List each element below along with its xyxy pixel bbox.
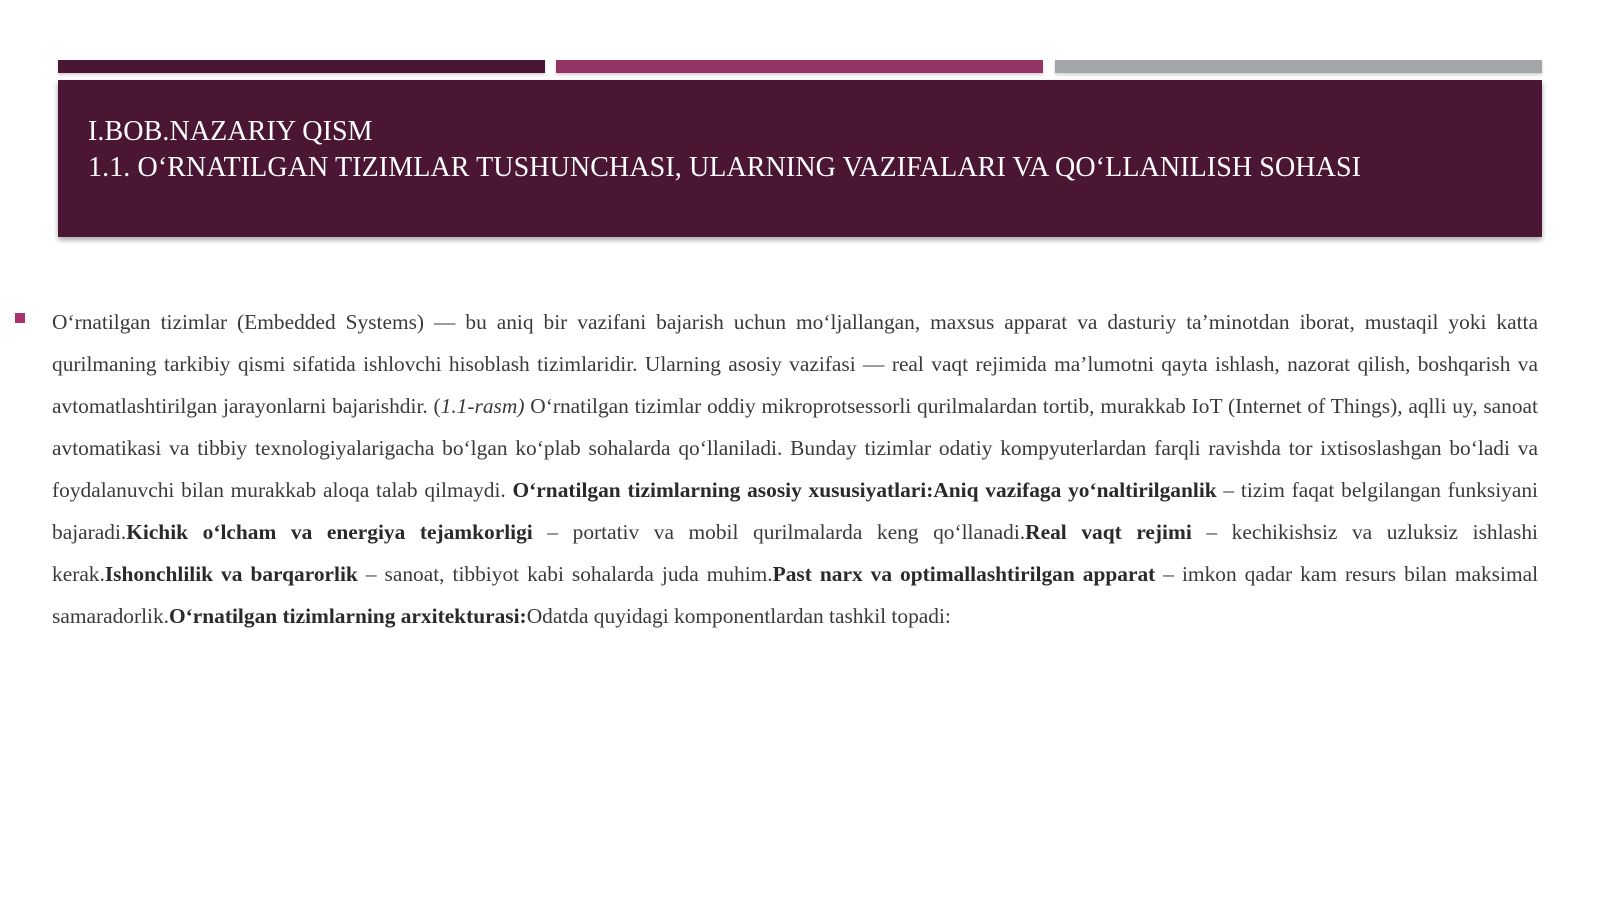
title-banner	[58, 80, 1542, 237]
bold-term: O‘rnatilgan tizimlarning arxitekturasi:	[169, 604, 527, 628]
accent-bar-gray	[1055, 60, 1542, 73]
chapter-heading: I.BOB.NAZARIY QISM	[88, 116, 373, 147]
text-segment: – imkon qadar kam resurs bilan maksimal samaradorlik.	[52, 562, 1539, 628]
text-segment: O‘rnatilgan tizimlar oddiy mikroprotsessorli qurilmalardan tortib, murakkab IoT (Internet of Things), aqlli uy, sanoat avtomatikasi va tibbiy texnologiyalarigacha bo‘lgan ko‘plab sohalarda qo‘llaniladi. Bunday tizimlar odatiy kompyuterlardan farqli ravishda tor ixtisoslashgan bo‘ladi va foydalanuvchi bilan murakkab aloqa talab qilmaydi.	[52, 394, 1538, 502]
text-segment: – sanoat, tibbiyot kabi sohalarda juda muhim.	[357, 562, 773, 586]
slide-title	[88, 114, 1522, 186]
text-segment: Odatda quyidagi komponentlardan tashkil topadi:	[526, 604, 951, 628]
accent-bar-dark	[58, 60, 545, 73]
accent-bar-magenta	[556, 60, 1043, 73]
bullet-square-icon	[15, 313, 25, 323]
section-heading: 1.1. O‘RNATILGAN TIZIMLAR TUSHUNCHASI, ULARNING VAZIFALARI VA QO‘LLANILISH SOHASI	[88, 152, 1362, 183]
body-paragraph	[52, 301, 1538, 637]
bold-term: Kichik o‘lcham va energiya tejamkorligi	[126, 520, 533, 544]
text-segment: – tizim faqat belgilangan funksiyani bajaradi.	[52, 478, 1538, 544]
bold-term: Past narx va optimallashtirilgan apparat	[772, 562, 1156, 586]
text-segment: O‘rnatilgan tizimlar (Embedded Systems) — bu aniq bir vazifani bajarish uchun mo‘ljallangan, maxsus apparat va dasturiy ta’minotdan iborat, mustaqil yoki katta qurilmaning tarkibiy qismi sifatida ishlovchi hisoblash tizimlaridir. Ularning asosiy vazifasi — real vaqt rejimida ma’lumotni qayta ishlash, nazorat qilish, boshqarish va avtomatlashtirilgan jarayonlarni bajarishdir. (	[52, 310, 1538, 418]
bold-term: Real vaqt rejimi	[1025, 520, 1192, 544]
figure-reference: 1.1-rasm)	[440, 394, 525, 418]
bold-term: O‘rnatilgan tizimlarning asosiy xususiyatlari:Aniq vazifaga yo‘naltirilganlik	[512, 478, 1217, 502]
bold-term: Ishonchlilik va barqarorlik	[104, 562, 358, 586]
text-segment: – kechikishsiz va uzluksiz ishlashi kerak.	[52, 520, 1538, 586]
text-segment: – portativ va mobil qurilmalarda keng qo‘llanadi.	[532, 520, 1026, 544]
